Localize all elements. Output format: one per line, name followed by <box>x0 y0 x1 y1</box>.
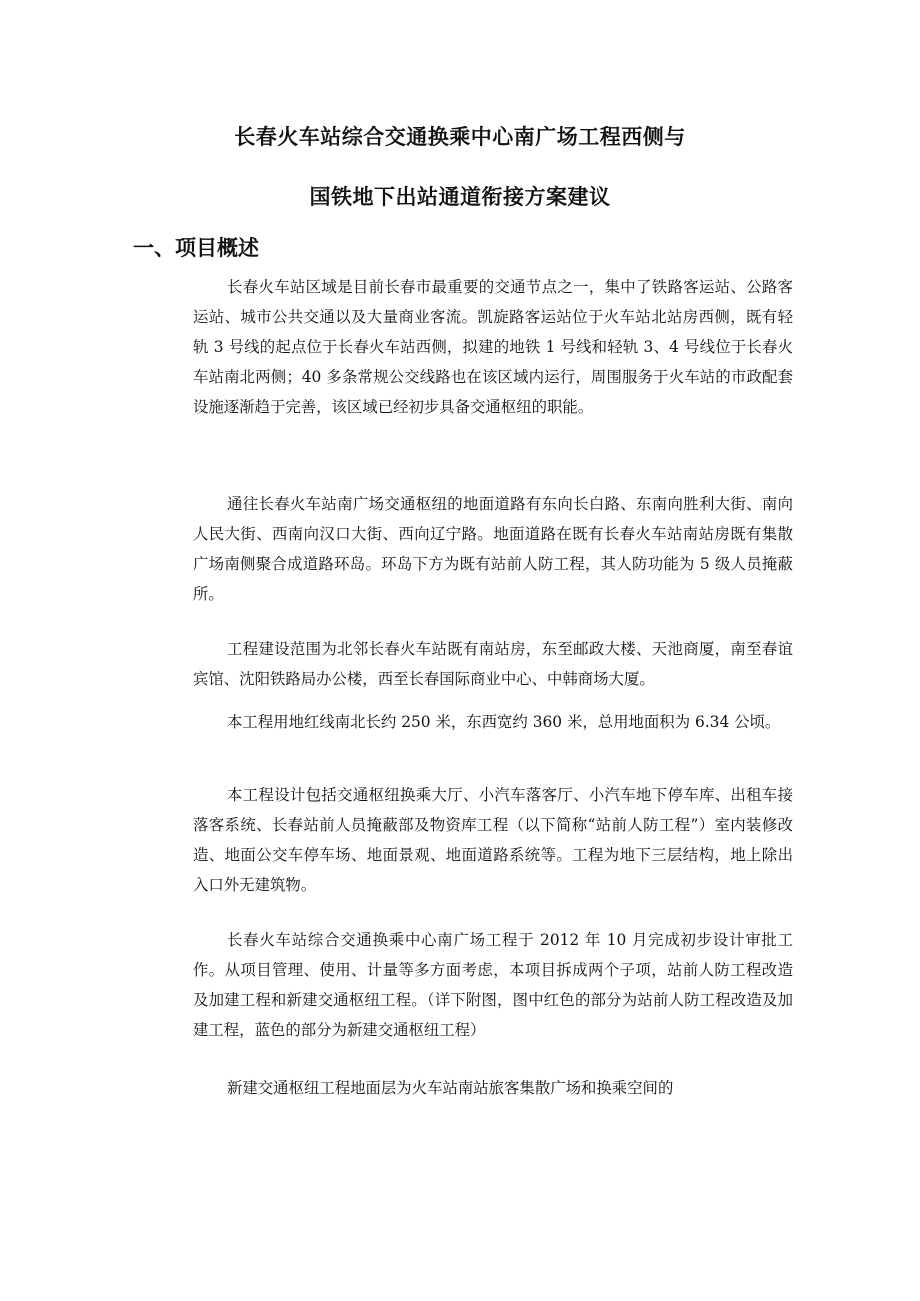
paragraph-approval-and-subprojects: 长春火车站综合交通换乘中心南广场工程于 2012 年 10 月完成初步设计审批工作。从项目管理、使用、计量等多方面考虑，本项目拆成两个子项，站前人防工程改造及加建工程和新建交通枢纽工程。（详下附图，图中红色的部分为站前人防工程改造及加建工程，蓝色的部分为新建交通枢纽工程） <box>193 931 793 1039</box>
paragraph-construction-scope: 工程建设范围为北邻长春火车站既有南站房，东至邮政大楼、天池商厦，南至春谊宾馆、沈阳铁路局办公楼，西至长春国际商业中心、中韩商场大厦。 <box>193 640 793 688</box>
section-heading-project-overview: 一、项目概述 <box>133 236 259 260</box>
document-title-line-2: 国铁地下出站通道衔接方案建议 <box>309 185 611 209</box>
paragraph-land-area: 本工程用地红线南北长约 250 米，东西宽约 360 米，总用地面积为 6.34 公顷。 <box>227 713 781 731</box>
paragraph-road-network: 通往长春火车站南广场交通枢纽的地面道路有东向长白路、东南向胜利大街、南向人民大街、西南向汉口大街、西向辽宁路。地面道路在既有长春火车站南站房既有集散广场南侧聚合成道路环岛。环岛下方为既有站前人防工程，其人防功能为 5 级人员掩蔽所。 <box>193 495 793 603</box>
paragraph-hub-ground-level: 新建交通枢纽工程地面层为火车站南站旅客集散广场和换乘空间的 <box>227 1079 674 1097</box>
paragraph-design-contents: 本工程设计包括交通枢纽换乘大厅、小汽车落客厅、小汽车地下停车库、出租车接落客系统、长春站前人员掩蔽部及物资库工程（以下简称“站前人防工程”）室内装修改造、地面公交车停车场、地面景观、地面道路系统等。工程为地下三层结构，地上除出入口外无建筑物。 <box>193 786 793 894</box>
document-title-line-1: 长春火车站综合交通换乘中心南广场工程西侧与 <box>234 125 686 149</box>
paragraph-station-area-overview: 长春火车站区域是目前长春市最重要的交通节点之一，集中了铁路客运站、公路客运站、城市公共交通以及大量商业客流。凯旋路客运站位于火车站北站房西侧，既有轻轨 3 号线的起点位于长春火车站西侧，拟建的地铁 1 号线和轻轨 3、4 号线位于长春火车站南北两侧；40 多条常规公交线路也在该区域内运行，周围服务于火车站的市政配套设施逐渐趋于完善，该区域已经初步具备交通枢纽的职能。 <box>193 278 793 416</box>
